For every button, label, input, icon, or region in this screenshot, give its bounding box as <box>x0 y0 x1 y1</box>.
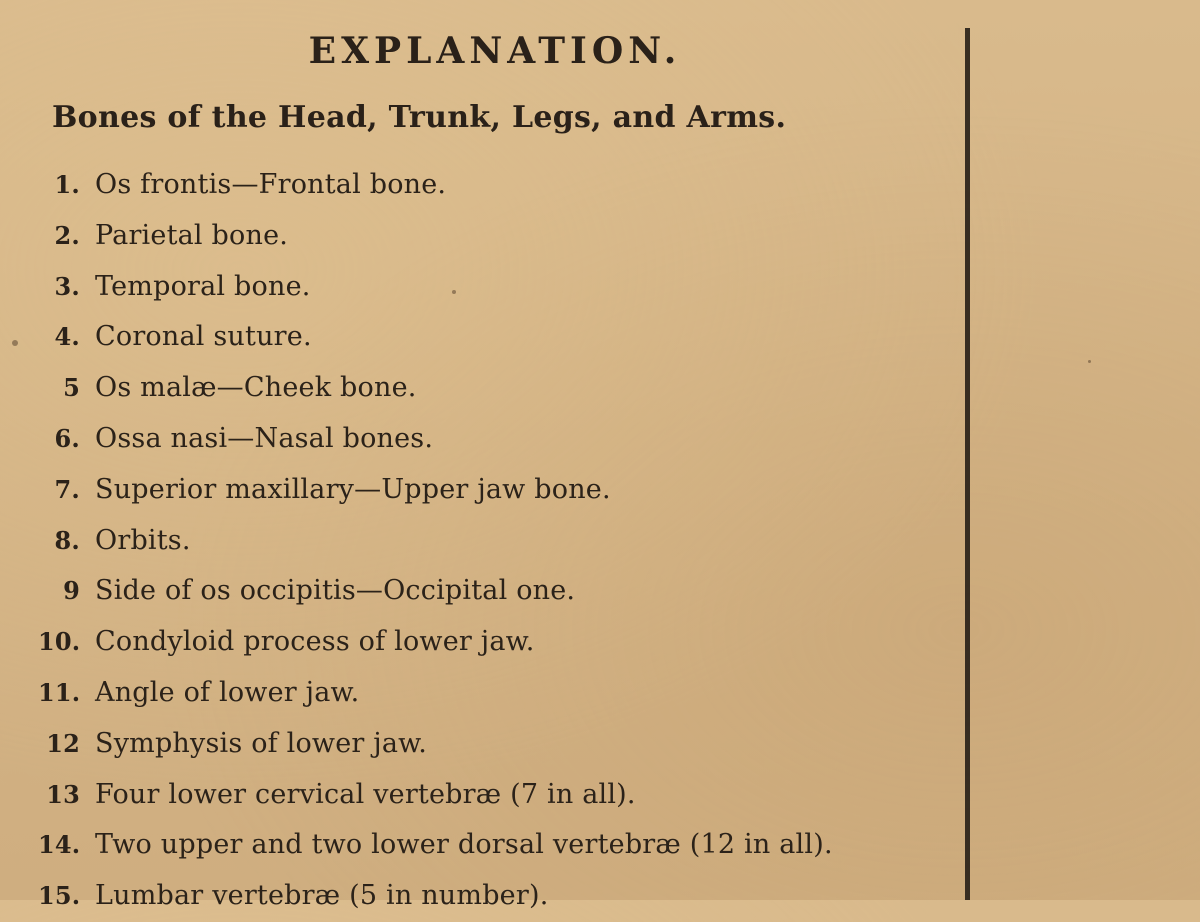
entry-text: Symphysis of lower jaw. <box>95 727 428 759</box>
list-item <box>0 566 960 617</box>
list-item <box>0 871 960 922</box>
entry-number: 11. <box>38 677 81 707</box>
entry-number: 14. <box>38 830 81 860</box>
entry-number: 7. <box>54 474 80 504</box>
entry-text: Angle of lower jaw. <box>95 676 360 708</box>
entry-text: Lumbar vertebræ (5 in number). <box>95 880 549 912</box>
entry-number: 15. <box>38 881 81 911</box>
list-item <box>0 668 960 719</box>
entry-text: Two upper and two lower dorsal vertebræ (12 in all). <box>95 829 833 861</box>
entry-text: Four lower cervical vertebræ (7 in all). <box>95 778 636 810</box>
entry-text: Orbits. <box>95 524 191 556</box>
entry-number: 3. <box>54 271 80 301</box>
entry-number: 4. <box>54 322 80 352</box>
paper-speck <box>452 290 456 294</box>
list-item <box>0 770 960 821</box>
entry-number: 13 <box>46 779 80 809</box>
page-title: EXPLANATION. <box>308 30 682 72</box>
entry-text: Condyloid process of lower jaw. <box>95 626 535 658</box>
entry-text: Parietal bone. <box>95 219 289 251</box>
list-item <box>0 312 960 363</box>
paper-speck <box>12 340 18 346</box>
list-item <box>0 211 960 262</box>
entry-text: Side of os occipitis—Occipital one. <box>95 575 576 607</box>
list-item <box>0 465 960 516</box>
paper-speck <box>1088 360 1091 363</box>
entry-number: 8. <box>54 525 80 555</box>
list-item <box>0 160 960 211</box>
entry-number: 2. <box>54 220 80 250</box>
entry-text: Superior maxillary—Upper jaw bone. <box>95 473 611 505</box>
entry-text: Ossa nasi—Nasal bones. <box>95 422 434 454</box>
entry-number: 10. <box>38 627 81 657</box>
list-item <box>0 617 960 668</box>
entry-number: 5 <box>63 373 80 403</box>
entry-number: 6. <box>54 423 80 453</box>
entry-text: Os frontis—Frontal bone. <box>95 169 447 200</box>
entry-text: Os malæ—Cheek bone. <box>95 372 417 404</box>
list-item <box>0 363 960 414</box>
entry-number: 12 <box>46 728 80 758</box>
entry-text: Temporal bone. <box>95 270 311 302</box>
section-subtitle: Bones of the Head, Trunk, Legs, and Arms. <box>52 100 787 135</box>
list-item <box>0 820 960 871</box>
entry-number: 1. <box>54 170 80 199</box>
entry-text: Coronal suture. <box>95 321 312 353</box>
entry-number: 9 <box>63 576 80 606</box>
list-item <box>0 516 960 567</box>
vertical-rule <box>965 28 970 900</box>
list-item <box>0 414 960 465</box>
explanation-list <box>0 160 960 922</box>
list-item <box>0 719 960 770</box>
list-item <box>0 262 960 313</box>
